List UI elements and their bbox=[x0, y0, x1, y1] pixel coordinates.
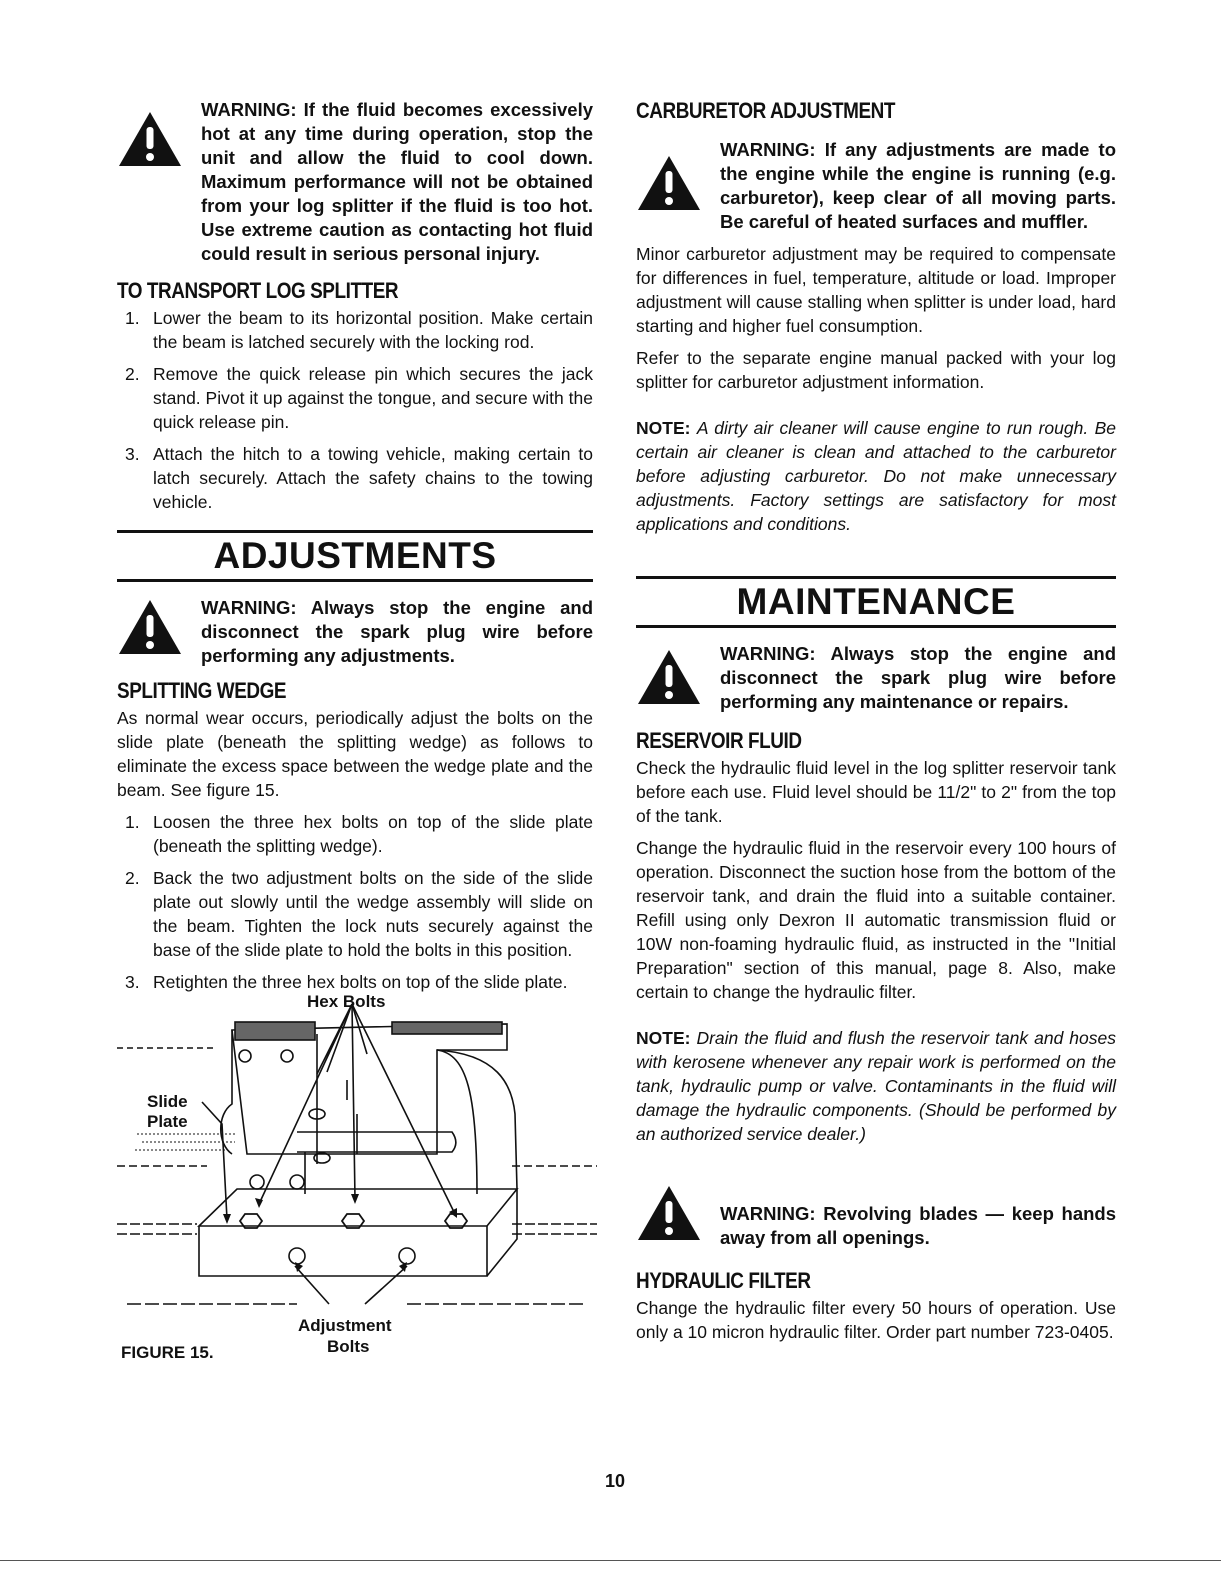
list-item: 1. Lower the beam to its horizontal position. Make certain the beam is latched securely with the locking rod. bbox=[125, 308, 593, 352]
wedge-heading: SPLITTING WEDGE bbox=[117, 678, 287, 703]
carburetor-paragraph-2: Refer to the separate engine manual packed with your log splitter for carburetor adjustment information. bbox=[636, 348, 1116, 392]
note-text: Drain the fluid and flush the reservoir tank and hoses with kerosene whenever any repair work is performed on the tank, hydraulic pump or valve. Contaminants in the fluid will damage the hydraulic components. (Should be performed by an authorized service dealer.) bbox=[636, 1028, 1116, 1144]
wedge-diagram bbox=[117, 994, 597, 1339]
adjustment-bolts-label-1: Adjustment bbox=[298, 1316, 392, 1335]
page-number: 10 bbox=[605, 1471, 626, 1491]
warning-carburetor bbox=[636, 138, 1116, 234]
note-label: NOTE: bbox=[636, 1028, 691, 1048]
carburetor-paragraph-1: Minor carburetor adjustment may be required to compensate for differences in fuel, temperature, altitude or load. Improper adjustment will cause stalling when splitter is under load, hard starting and higher fuel consumption. bbox=[636, 244, 1116, 336]
warning-adjustments bbox=[117, 596, 593, 668]
warning-maintenance-text: WARNING: Always stop the engine and disconnect the spark plug wire before performing any maintenance or repairs. bbox=[720, 643, 1116, 712]
figure-15 bbox=[117, 992, 593, 1362]
left-column bbox=[117, 98, 593, 1362]
filter-heading: HYDRAULIC FILTER bbox=[636, 1268, 811, 1293]
slide-plate-label-1: Slide bbox=[147, 1092, 188, 1111]
wedge-intro: As normal wear occurs, periodically adjust the bolts on the slide plate (beneath the splitting wedge) as follows to eliminate the excess space between the wedge plate and the beam. See figure 15. bbox=[117, 708, 593, 800]
warning-carburetor-text: WARNING: If any adjustments are made to the engine while the engine is running (e.g. carburetor), keep clear of all moving parts. Be careful of heated surfaces and muffler. bbox=[720, 139, 1116, 232]
slide-plate-label-2: Plate bbox=[147, 1112, 188, 1131]
warning-hot-fluid bbox=[117, 98, 593, 266]
warning-triangle-icon bbox=[636, 1184, 702, 1242]
reservoir-heading: RESERVOIR FLUID bbox=[636, 728, 802, 753]
transport-heading: TO TRANSPORT LOG SPLITTER bbox=[117, 278, 399, 303]
reservoir-note bbox=[636, 1026, 1116, 1146]
note-text: A dirty air cleaner will cause engine to run rough. Be certain air cleaner is clean and attached to the carburetor before adjusting carburetor. Do not make unnecessary adjustments. Factory settings are satisfactory for most applications and conditions. bbox=[636, 418, 1116, 534]
warning-triangle-icon bbox=[117, 110, 183, 168]
warning-hot-fluid-text: WARNING: If the fluid becomes excessively hot at any time during operation, stop the unit and allow the fluid to cool down. Maximum performance will not be obtained from your log splitter if the fluid is too hot. Use extreme caution as contacting hot fluid could result in serious personal injury. bbox=[201, 99, 593, 264]
figure-caption: FIGURE 15. bbox=[121, 1343, 214, 1362]
note-label: NOTE: bbox=[636, 418, 691, 438]
hex-bolts-label: Hex Bolts bbox=[307, 992, 386, 1011]
divider bbox=[0, 1560, 1221, 1561]
adjustments-banner bbox=[117, 530, 593, 582]
maintenance-banner bbox=[636, 576, 1116, 628]
list-item: 2. Remove the quick release pin which secures the jack stand. Pivot it up against the tongue, and secure with the quick release pin. bbox=[125, 364, 593, 432]
warning-triangle-icon bbox=[636, 648, 702, 706]
wedge-steps bbox=[117, 810, 593, 994]
list-item: 1. Loosen the three hex bolts on top of the slide plate (beneath the splitting wedge). bbox=[125, 812, 593, 856]
list-item: 2. Back the two adjustment bolts on the side of the slide plate out slowly until the wedge assembly will slide on the beam. Tighten the lock nuts securely against the base of the slide plate to hold the bolts in this position. bbox=[125, 868, 593, 960]
reservoir-paragraph-2: Change the hydraulic fluid in the reservoir every 100 hours of operation. Disconnect the suction hose from the bottom of the reservoir tank, and drain the fluid into a suitable container. Refill using only Dexron II automatic transmission fluid or 10W non-foaming hydraulic fluid, as instructed in the "Initial Preparation" section of this manual, page 8. Also, make certain to change the hydraulic filter. bbox=[636, 838, 1116, 1002]
transport-steps bbox=[117, 306, 593, 514]
list-item: 3. Retighten the three hex bolts on top of the slide plate. bbox=[125, 972, 568, 992]
reservoir-paragraph-1: Check the hydraulic fluid level in the log splitter reservoir tank before each use. Fluid level should be 11/2" to 2" from the top of the tank. bbox=[636, 758, 1116, 826]
adjustments-title: ADJUSTMENTS bbox=[213, 535, 497, 576]
right-column bbox=[636, 98, 1116, 1344]
adjustment-bolts-label-2: Bolts bbox=[327, 1337, 370, 1356]
carburetor-note bbox=[636, 416, 1116, 536]
filter-paragraph: Change the hydraulic filter every 50 hours of operation. Use only a 10 micron hydraulic filter. Order part number 723-0405. bbox=[636, 1298, 1116, 1342]
maintenance-title: MAINTENANCE bbox=[736, 581, 1016, 622]
divider bbox=[117, 579, 593, 582]
warning-blades-text: WARNING: Revolving blades — keep hands away from all openings. bbox=[720, 1203, 1116, 1248]
warning-triangle-icon bbox=[117, 598, 183, 656]
list-item: 3. Attach the hitch to a towing vehicle, making certain to latch securely. Attach the safety chains to the towing vehicle. bbox=[125, 444, 593, 512]
warning-adjustments-text: WARNING: Always stop the engine and disconnect the spark plug wire before performing any adjustments. bbox=[201, 597, 593, 666]
warning-maintenance bbox=[636, 642, 1116, 714]
carburetor-heading: CARBURETOR ADJUSTMENT bbox=[636, 98, 896, 123]
divider bbox=[636, 625, 1116, 628]
warning-blades bbox=[636, 1184, 1116, 1250]
warning-triangle-icon bbox=[636, 154, 702, 212]
